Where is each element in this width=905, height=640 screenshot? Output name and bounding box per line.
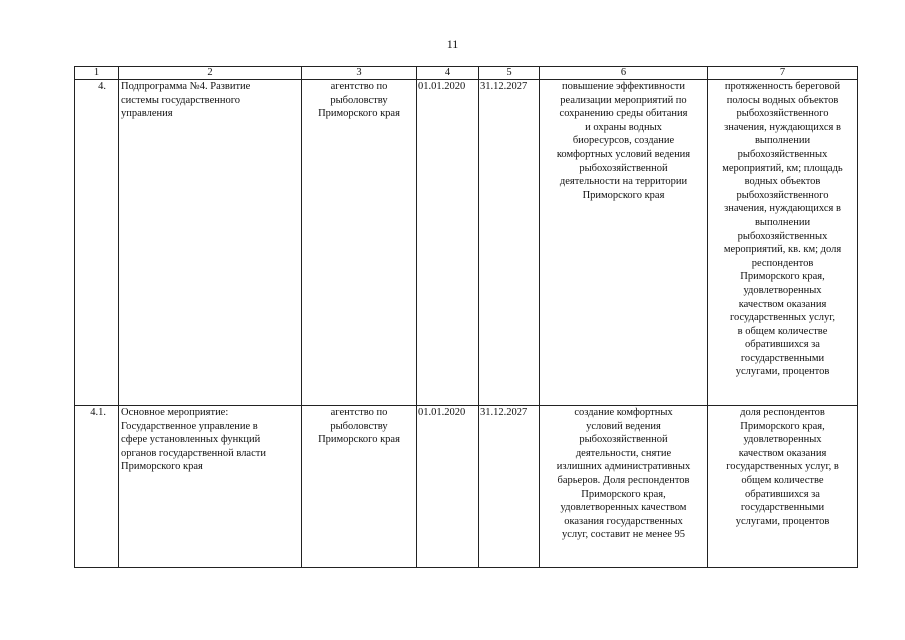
column-header-6: 6 <box>540 67 708 80</box>
row-number: 4. <box>75 80 119 406</box>
expected-result: повышение эффективности реализации мероприятий по сохранению среды обитания и охраны водных биоресурсов, создание комфортных условий ведения рыбохозяйственной деятельности на территории Приморского края <box>540 80 708 406</box>
end-date: 31.12.2027 <box>479 80 540 406</box>
program-table <box>74 66 858 568</box>
page-number: 11 <box>446 37 459 51</box>
column-header-3: 3 <box>302 67 417 80</box>
table-row <box>75 80 858 406</box>
start-date: 01.01.2020 <box>417 406 479 568</box>
target-indicator: протяженность береговой полосы водных объектов рыбохозяйственного значения, нуждающихся в выполнении рыбохозяйственных мероприятий, км; площадь водных объектов рыбохозяйственного значения, нуждающихся в выполнении рыбохозяйственных мероприятий, кв. км; доля респондентов Приморского края, удовлетворенных качеством оказания государственных услуг, в общем количестве обратившихся за государственными услугами, процентов <box>708 80 858 406</box>
responsible-agency: агентство по рыболовству Приморского края <box>302 406 417 568</box>
expected-result: создание комфортных условий ведения рыбохозяйственной деятельности, снятие излишних административных барьеров. Доля респондентов Приморского края, удовлетворенных качеством оказания государственных услуг, составит не менее 95 <box>540 406 708 568</box>
responsible-agency: агентство по рыболовству Приморского края <box>302 80 417 406</box>
row-number: 4.1. <box>75 406 119 568</box>
start-date: 01.01.2020 <box>417 80 479 406</box>
table-row <box>75 406 858 568</box>
end-date: 31.12.2027 <box>479 406 540 568</box>
table-header-row <box>75 67 858 80</box>
program-name: Подпрограмма №4. Развитие системы государственного управления <box>119 80 302 406</box>
column-header-5: 5 <box>479 67 540 80</box>
column-header-2: 2 <box>119 67 302 80</box>
target-indicator: доля респондентов Приморского края, удовлетворенных качеством оказания государственных услуг, в общем количестве обратившихся за государственными услугами, процентов <box>708 406 858 568</box>
column-header-4: 4 <box>417 67 479 80</box>
program-name: Основное мероприятие: Государственное управление в сфере установленных функций органов государственной власти Приморского края <box>119 406 302 568</box>
column-header-1: 1 <box>75 67 119 80</box>
column-header-7: 7 <box>708 67 858 80</box>
